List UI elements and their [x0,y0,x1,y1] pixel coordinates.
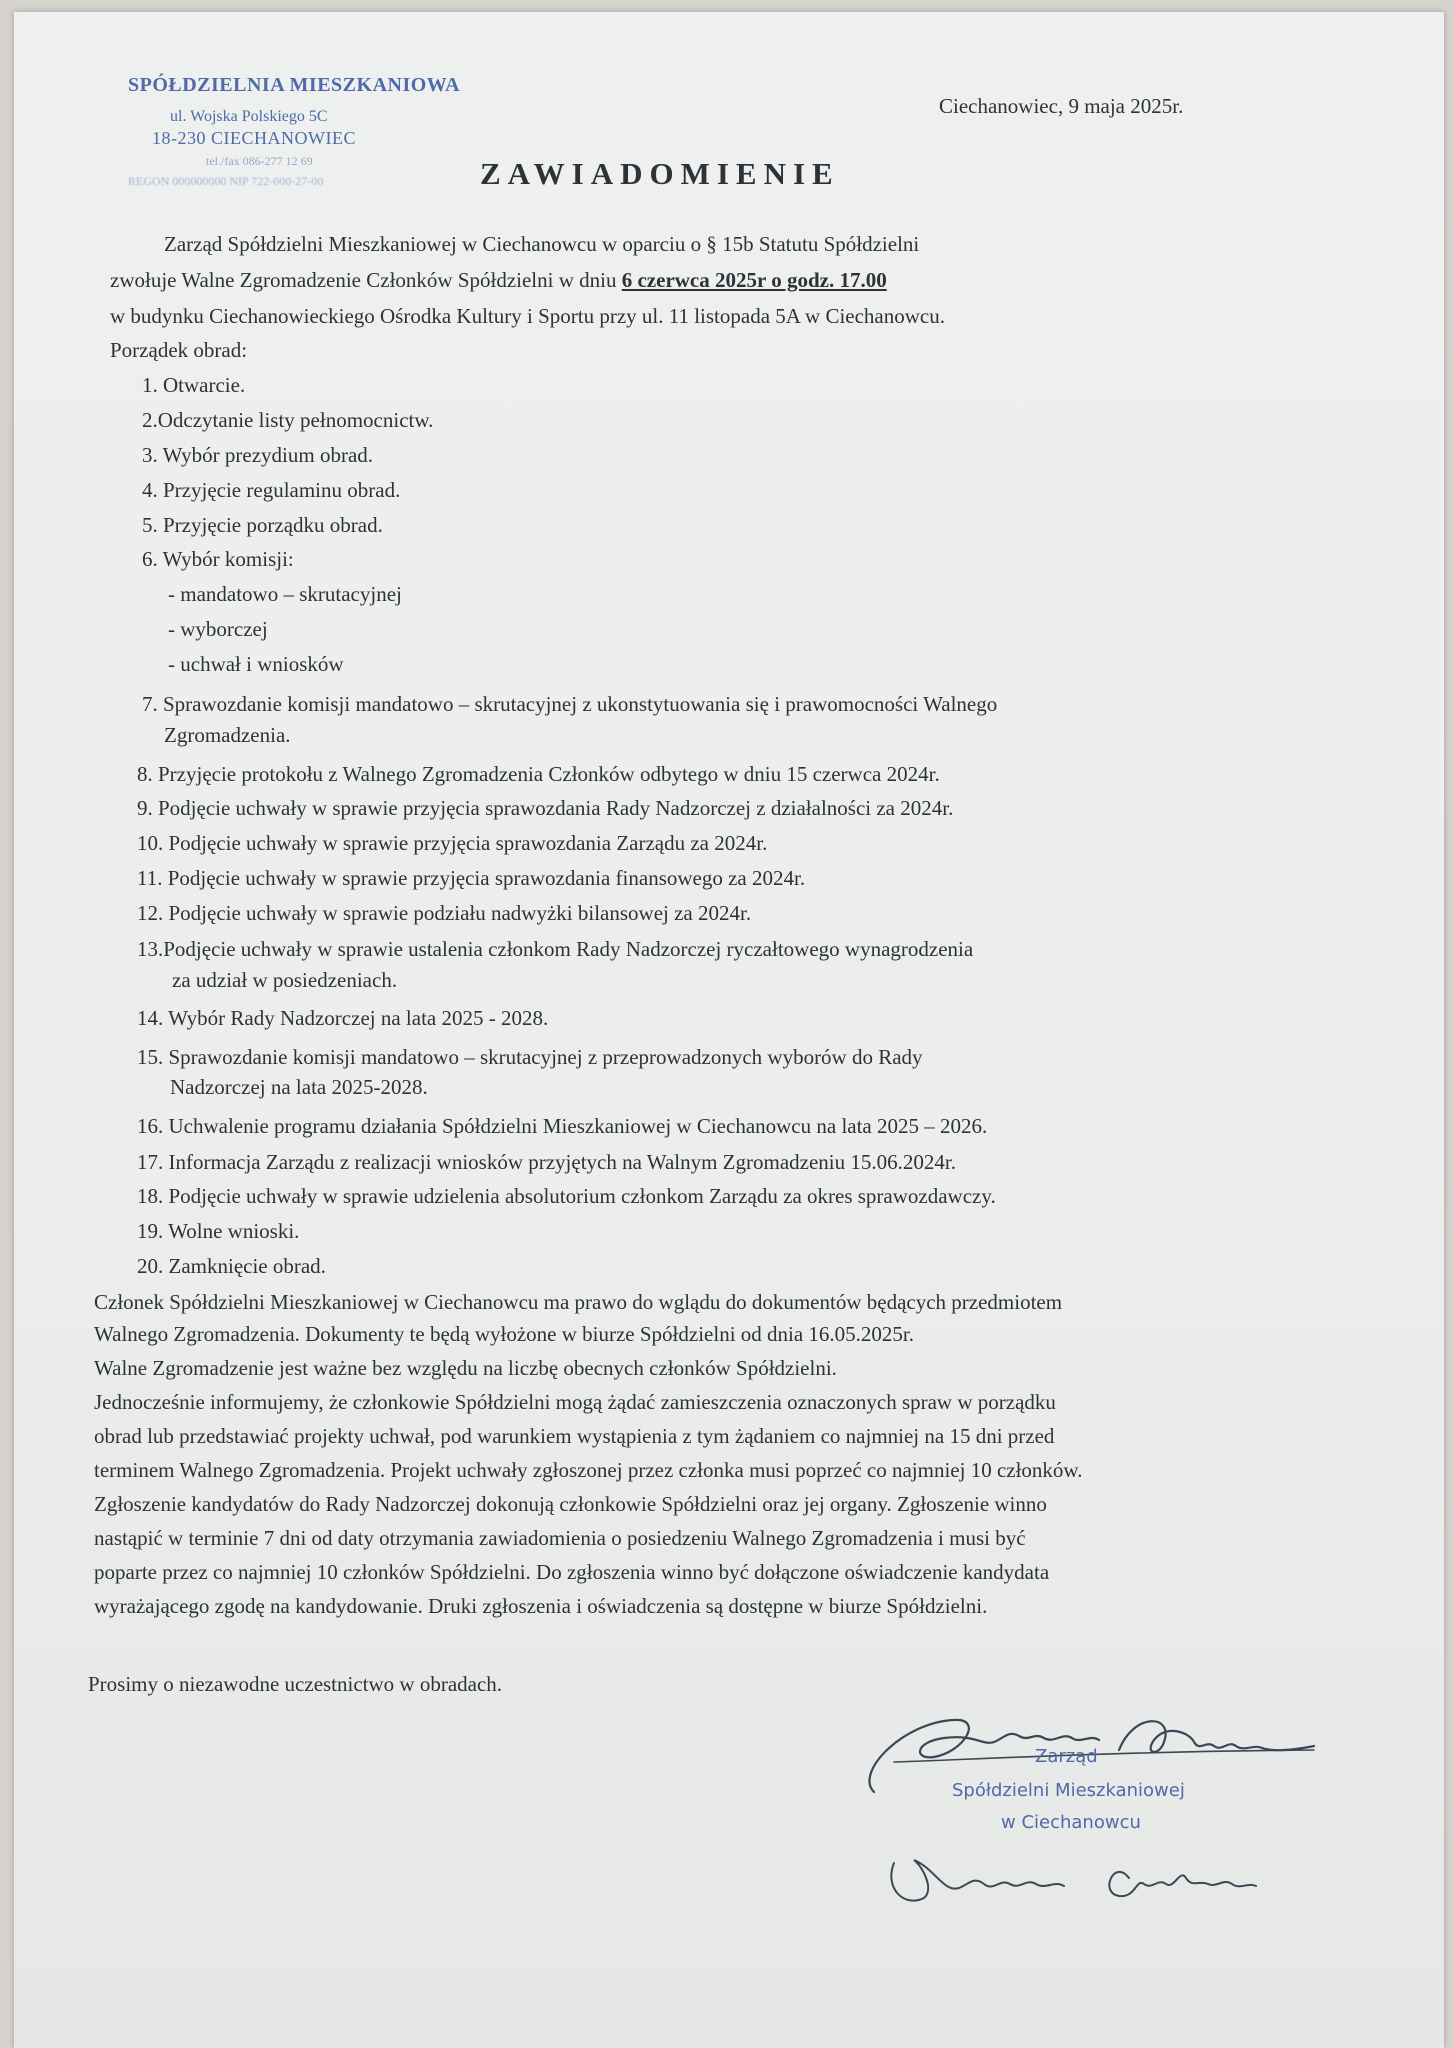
agenda-item: 8. Przyjęcie protokołu z Walnego Zgromadzenia Członków odbytego w dniu 15 czerwca 2024r. [137,762,940,786]
agenda-subitem: - uchwał i wniosków [168,652,344,676]
document-title: ZAWIADOMIENIE [480,156,840,191]
body-line: Zgłoszenie kandydatów do Rady Nadzorczej dokonują członkowie Spółdzielni oraz jej organy. Zgłoszenie winno [94,1492,1047,1516]
agenda-item: 19. Wolne wnioski. [137,1219,300,1243]
stamp-phone: tel./fax 086-277 12 69 [206,154,313,168]
meeting-date: 6 czerwca 2025r o godz. 17.00 [621,268,887,292]
stamp-street: ul. Wojska Polskiego 5C [170,108,328,125]
agenda-item: 11. Podjęcie uchwały w sprawie przyjęcia sprawozdania finansowego za 2024r. [137,866,806,890]
cooperative-header-stamp [114,74,461,204]
body-line: nastąpić w terminie 7 dni od daty otrzymania zawiadomienia o posiedzeniu Walnego Zgromadzenia i musi być [94,1526,1026,1550]
agenda-item: 7. Sprawozdanie komisji mandatowo – skrutacyjnej z ukonstytuowania się i prawomocności Walnego [142,692,998,716]
place-and-date: Ciechanowiec, 9 maja 2025r. [939,94,1184,118]
intro-line-2 [110,268,887,292]
agenda-item: 4. Przyjęcie regulaminu obrad. [142,478,401,502]
body-line: Członek Spółdzielni Mieszkaniowej w Ciechanowcu ma prawo do wglądu do dokumentów będących przedmiotem [94,1290,1063,1314]
stamp-name: SPÓŁDZIELNIA MIESZKANIOWA [128,74,461,96]
document-page [14,12,1444,2048]
stamp-ids: REGON 000000000 NIP 722-000-27-00 [128,174,324,188]
agenda-item: 13.Podjęcie uchwały w sprawie ustalenia członkom Rady Nadzorczej ryczałtowego wynagrodzenia [137,937,974,961]
handwritten-name-signature-image [874,1838,1274,1918]
agenda-item: 12. Podjęcie uchwały w sprawie podziału nadwyżki bilansowej za 2024r. [137,901,752,925]
agenda-item: 18. Podjęcie uchwały w sprawie udzielenia absolutorium członkom Zarządu za okres sprawozdawczy. [137,1184,996,1208]
intro-line-3: w budynku Ciechanowieckiego Ośrodka Kultury i Sportu przy ul. 11 listopada 5A w Ciechanowcu. [110,304,945,328]
agenda-item: 15. Sprawozdanie komisji mandatowo – skrutacyjnej z przeprowadzonych wyborów do Rady [137,1045,923,1069]
agenda-item: 9. Podjęcie uchwały w sprawie przyjęcia sprawozdania Rady Nadzorczej z działalności za 2024r. [137,796,954,820]
closing-line: Prosimy o niezawodne uczestnictwo w obradach. [88,1672,503,1696]
agenda-label: Porządek obrad: [110,338,248,362]
stamp-postal: 18-230 CIECHANOWIEC [152,128,356,148]
agenda-item: 1. Otwarcie. [142,373,246,397]
agenda-item: 5. Przyjęcie porządku obrad. [142,513,383,537]
agenda-item: 20. Zamknięcie obrad. [137,1254,326,1278]
agenda-item: 16. Uchwalenie programu działania Spółdzielni Mieszkaniowej w Ciechanowcu na lata 2025 – 2026. [137,1114,988,1138]
agenda-item: 14. Wybór Rady Nadzorczej na lata 2025 - 2028. [137,1006,549,1030]
signature-stamp-line-3: w Ciechanowcu [1001,1812,1141,1833]
agenda-item: 10. Podjęcie uchwały w sprawie przyjęcia sprawozdania Zarządu za 2024r. [137,831,768,855]
body-line: wyrażającego zgodę na kandydowanie. Druki zgłoszenia i oświadczenia są dostępne w biurze Spółdzielni. [94,1594,988,1618]
agenda-item: 17. Informacja Zarządu z realizacji wniosków przyjętych na Walnym Zgromadzeniu 15.06.2024r. [137,1150,956,1174]
body-line: Jednocześnie informujemy, że członkowie Spółdzielni mogą żądać zamieszczenia oznaczonych spraw w porządku [94,1390,1056,1414]
intro-line-1: Zarząd Spółdzielni Mieszkaniowej w Ciechanowcu w oparciu o § 15b Statutu Spółdzielni [164,232,920,256]
agenda-item-continuation: za udział w posiedzeniach. [172,968,398,992]
agenda-item-continuation: Zgromadzenia. [164,723,291,747]
intro-line-2-text: zwołuje Walne Zgromadzenie Członków Spółdzielni w dniu [110,268,622,292]
agenda-subitem: - wyborczej [168,617,268,641]
agenda-item-continuation: Nadzorczej na lata 2025-2028. [170,1075,428,1099]
agenda-item: 2.Odczytanie listy pełnomocnictw. [142,408,434,432]
body-line: terminem Walnego Zgromadzenia. Projekt uchwały zgłoszonej przez członka musi poprzeć co najmniej 10 członków. [94,1458,1083,1482]
agenda-subitem: - mandatowo – skrutacyjnej [168,582,402,606]
body-line: Walnego Zgromadzenia. Dokumenty te będą wyłożone w biurze Spółdzielni od dnia 16.05.2025r. [94,1322,915,1346]
agenda-item: 6. Wybór komisji: [142,547,294,571]
agenda-item: 3. Wybór prezydium obrad. [142,443,374,467]
signature-stamp-line-1: Zarząd [1035,1746,1098,1767]
body-line: poparte przez co najmniej 10 członków Spółdzielni. Do zgłoszenia winno być dołączone oświadczenie kandydata [94,1560,1050,1584]
body-line: obrad lub przedstawiać projekty uchwał, pod warunkiem wystąpienia z tym żądaniem co najmniej na 15 dni przed [94,1424,1055,1448]
body-line: Walne Zgromadzenie jest ważne bez względu na liczbę obecnych członków Spółdzielni. [94,1356,837,1380]
signature-stamp-line-2: Spółdzielni Mieszkaniowej [952,1780,1185,1801]
